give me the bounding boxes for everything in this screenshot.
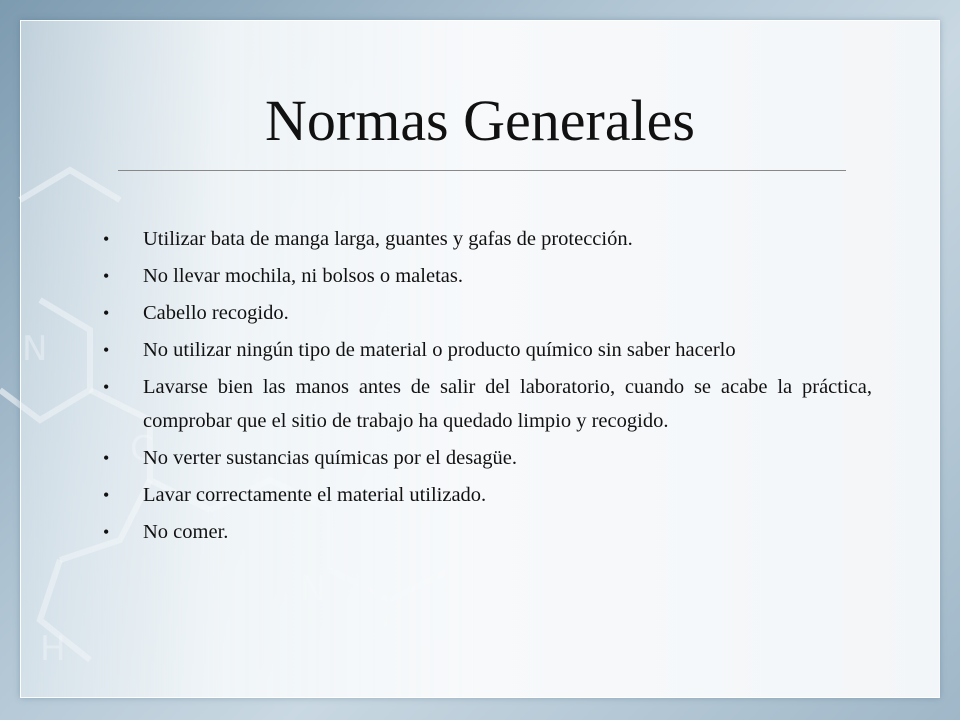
bullet-item bbox=[100, 222, 872, 256]
bullet-item bbox=[100, 333, 872, 367]
bullet-item bbox=[100, 515, 872, 549]
bullet-dot-icon: • bbox=[103, 340, 110, 360]
bullet-text: Lavarse bien las manos antes de salir del laboratorio, cuando se acabe la práctica, comprobar que el sitio de trabajo ha quedado limpio y recogido. bbox=[143, 376, 872, 432]
bullet-item bbox=[100, 478, 872, 512]
slide-title: Normas Generales bbox=[265, 88, 695, 153]
bullet-text: Utilizar bata de manga larga, guantes y gafas de protección. bbox=[143, 228, 633, 250]
bullet-text: Lavar correctamente el material utilizado. bbox=[143, 484, 487, 506]
bullet-item bbox=[100, 259, 872, 293]
bullet-text: Cabello recogido. bbox=[143, 302, 289, 324]
bullet-item bbox=[100, 441, 872, 475]
bullet-text: No comer. bbox=[143, 521, 229, 543]
bullet-dot-icon: • bbox=[103, 448, 110, 468]
bullet-dot-icon: • bbox=[103, 229, 110, 249]
bullet-dot-icon: • bbox=[103, 266, 110, 286]
bullet-text: No utilizar ningún tipo de material o producto químico sin saber hacerlo bbox=[143, 339, 736, 361]
bullet-dot-icon: • bbox=[103, 485, 110, 505]
bullet-item bbox=[100, 370, 872, 438]
bullet-list bbox=[100, 222, 872, 552]
bullet-text: No verter sustancias químicas por el desagüe. bbox=[143, 447, 518, 469]
bullet-dot-icon: • bbox=[103, 377, 110, 397]
bullet-text: No llevar mochila, ni bolsos o maletas. bbox=[143, 265, 463, 287]
bullet-dot-icon: • bbox=[103, 522, 110, 542]
title-divider bbox=[118, 170, 846, 171]
bullet-dot-icon: • bbox=[103, 303, 110, 323]
bullet-item bbox=[100, 296, 872, 330]
